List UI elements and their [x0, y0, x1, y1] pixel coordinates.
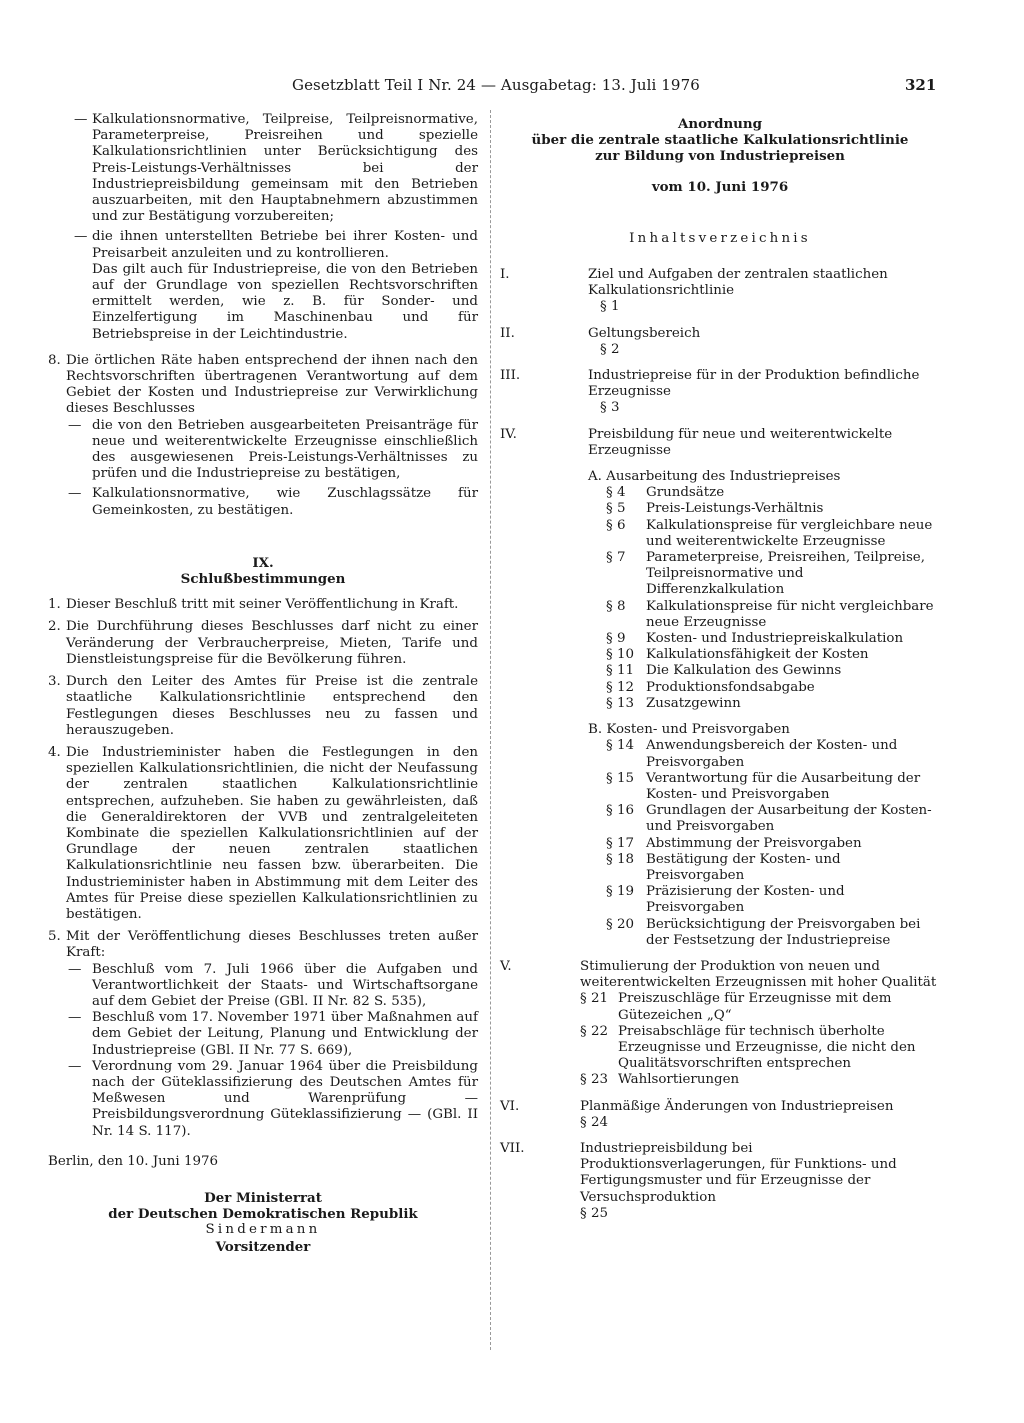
list-item-text: Beschluß vom 17. November 1971 über Maßnahmen auf dem Gebiet der Leitung, Planung und Entwicklung der Industriepreise (GBl. II Nr. 77 S. 669), — [92, 1010, 478, 1058]
para-title: Kalkulationsfähigkeit der Kosten — [646, 647, 869, 663]
item-number: 3. — [48, 674, 61, 690]
para-title: Kalkulationspreise für nicht vergleichbare neue Erzeugnisse — [646, 598, 934, 630]
item-text: Dieser Beschluß tritt mit seiner Veröffentlichung in Kraft. — [66, 597, 459, 613]
list-item-text: Verordnung vom 29. Januar 1964 über die Preisbildung nach der Güteklassifizierung des Deutschen Amtes für Meßwesen und Warenprüfung — Preisbildungsverordnung Güteklassifizierung — (GBl. II Nr. 14 S. 117). — [92, 1058, 478, 1139]
list-item-text: Kalkulationsnormative, wie Zuschlagssätze für Gemeinkosten, zu bestätigen. — [92, 486, 478, 518]
toc-chapter — [500, 368, 940, 417]
chapter-paragraph: § 24 — [580, 1114, 608, 1130]
right-column — [500, 116, 940, 1222]
para-number: § 11 — [606, 663, 634, 679]
page-header — [0, 76, 1024, 96]
signature-role: Vorsitzender — [215, 1238, 311, 1255]
toc-entry — [606, 771, 940, 803]
para-number: § 15 — [606, 770, 634, 786]
place-date: Berlin, den 10. Juni 1976 — [48, 1153, 219, 1169]
toc-entry — [606, 680, 940, 696]
item-text: Durch den Leiter des Amtes für Preise ist die zentrale staatliche Kalkulationsrichtlinie entsprechend den Festlegungen dieses Beschlusses neu zu fassen und herauszugeben. — [66, 674, 478, 738]
list-item — [48, 229, 478, 261]
numbered-item-8 — [48, 353, 478, 519]
para-number: § 21 — [580, 991, 608, 1007]
dash-marker: — — [68, 486, 82, 502]
item-text: Mit der Veröffentlichung dieses Beschlusses treten außer Kraft: — [66, 929, 478, 961]
toc-chapter-vi — [500, 1099, 940, 1131]
para-title: Produktionsfondsabgabe — [646, 679, 815, 695]
numbered-item-5 — [48, 929, 478, 1140]
item-number: 5. — [48, 929, 61, 945]
para-title: Die Kalkulation des Gewinns — [646, 663, 842, 679]
chapter-number: II. — [500, 325, 515, 341]
numbered-item — [48, 745, 478, 923]
item-text: Die Industrieminister haben die Festlegungen in den speziellen Kalkulationsrichtlinien, die nicht der Neufassung der zentralen staatlichen Kalkulationsrichtlinie entsprechen, aufzuheben. Sie haben zu gewährleisten, daß die Generaldirektoren der VVB und zentralgeleiteten Kombinate die speziellen Kalkulationsrichtlinien auf der Grundlage der neuen zentralen staatlichen Kalkulationsrichtlinie neu fassen bzw. überarbeiten. Die Industrieminister haben in Abstimmung mit dem Leiter des Amtes für Preise diese speziellen Kalkulationsrichtlinien zu bestätigen. — [66, 744, 478, 922]
list-item-text: die ihnen unterstellten Betriebe bei ihrer Kosten- und Preisarbeit anzuleiten und zu kontrollieren. — [92, 229, 478, 261]
paragraph: Das gilt auch für Industriepreise, die von den Betrieben auf der Grundlage von speziellen Rechtsvorschriften ermittelt werden, wie z. B. für Sonder- und Einzelfertigung im Maschinenbau und für Betriebspreise in der Leichtindustrie. — [92, 261, 478, 342]
para-title: Anwendungsbereich der Kosten- und Preisvorgaben — [646, 738, 898, 770]
toc-entry — [606, 696, 940, 712]
para-title: Abstimmung der Preisvorgaben — [646, 835, 862, 851]
chapter-number: I. — [500, 267, 510, 283]
para-title: Kosten- und Industriepreiskalkulation — [646, 631, 904, 647]
para-title: Preis-Leistungs-Verhältnis — [646, 501, 824, 517]
para-number: § 12 — [606, 679, 634, 695]
chapter-paragraph: § 1 — [600, 299, 620, 315]
chapter-title: Industriepreise für in der Produktion befindliche Erzeugnisse — [588, 368, 920, 400]
chapter-title: Industriepreisbildung bei Produktionsverlagerungen, für Funktions- und Fertigungsmuster und für Erzeugnisse der Versuchsproduktion — [580, 1140, 897, 1205]
toc-entry — [606, 631, 940, 647]
toc-entry — [606, 836, 940, 852]
dash-marker: — — [74, 229, 88, 245]
item-number: 4. — [48, 744, 61, 760]
numbered-item — [48, 674, 478, 739]
toc-chapter-v — [500, 959, 940, 1089]
para-number: § 16 — [606, 803, 634, 819]
para-number: § 4 — [606, 485, 626, 501]
toc-entry — [606, 852, 940, 884]
para-title: Verantwortung für die Ausarbeitung der Kosten- und Preisvorgaben — [646, 770, 921, 802]
chapter-paragraph: § 3 — [600, 400, 620, 416]
para-number: § 9 — [606, 631, 626, 647]
item-number: 2. — [48, 619, 61, 635]
section-title: Schlußbestimmungen — [180, 571, 346, 588]
toc-chapter-iv — [500, 427, 940, 949]
chapter-title: Preisbildung für neue und weiterentwickelte Erzeugnisse — [588, 426, 893, 458]
list-item — [48, 112, 478, 225]
item-text: Die Durchführung dieses Beschlusses darf nicht zu einer Veränderung der Verbraucherpreise, Mieten, Tarife und Dienstleistungspreise für die Bevölkerung führen. — [66, 619, 478, 667]
signature-block — [48, 1190, 478, 1255]
toc-entry — [580, 991, 940, 1023]
left-column — [48, 112, 478, 1255]
toc-chapter-vii — [500, 1141, 940, 1222]
dash-marker: — — [68, 1058, 82, 1074]
para-number: § 17 — [606, 835, 634, 851]
toc-entry — [606, 803, 940, 835]
chapter-title: Ziel und Aufgaben der zentralen staatlichen Kalkulationsrichtlinie — [588, 267, 888, 299]
list-item-text: Beschluß vom 7. Juli 1966 über die Aufgaben und Verantwortlichkeit der Staats- und Wirtschaftsorgane auf dem Gebiet der Preise (GBl. II Nr. 82 S. 535), — [92, 961, 478, 1009]
chapter-number: IV. — [500, 426, 517, 442]
dash-marker: — — [68, 961, 82, 977]
para-number: § 7 — [606, 550, 626, 566]
para-number: § 10 — [606, 647, 634, 663]
para-number: § 18 — [606, 851, 634, 867]
numbered-item — [48, 619, 478, 668]
para-title: Preisabschläge für technisch überholte Erzeugnisse und Erzeugnisse, die nicht den Qualitätsvorschriften entsprechen — [618, 1023, 916, 1072]
para-title: Parameterpreise, Preisreihen, Teilpreise, Teilpreisnormative und Differenzkalkulation — [646, 550, 925, 598]
para-number: § 13 — [606, 695, 634, 711]
para-number: § 6 — [606, 517, 626, 533]
ordinance-subtitle-2: zur Bildung von Industriepreisen — [595, 148, 845, 165]
toc-entry — [606, 599, 940, 631]
list-item — [66, 1010, 478, 1059]
item-number: 1. — [48, 597, 61, 613]
list-item — [66, 486, 478, 518]
para-number: § 23 — [580, 1072, 608, 1088]
list-item — [66, 1059, 478, 1140]
dash-marker: — — [74, 112, 88, 127]
item-number: 8. — [48, 352, 61, 368]
dash-marker: — — [68, 1010, 82, 1026]
toc-entry — [606, 663, 940, 679]
list-item-text: Kalkulationsnormative, Teilpreise, Teilpreisnormative, Parameterpreise, Preisreihen und spezielle Kalkulationsrichtlinien unter Berücksichtigung des Preis-Leistungs-Verhältnisses bei der Industriepreisbildung gemeinsam mit den Betrieben auszuarbeiten, mit den Hauptabnehmern abzustimmen und zur Bestätigung vorzubereiten; — [92, 112, 478, 225]
page-number: 321 — [905, 76, 937, 94]
ordinance-date: vom 10. Juni 1976 — [651, 178, 789, 195]
chapter-number: III. — [500, 368, 521, 384]
list-item-text: die von den Betrieben ausgearbeiteten Preisanträge für neue und weiterentwickelte Erzeugnisse einschließlich des ausgewiesenen Preis-Leistungs-Verhältnisses zu prüfen und die Industriepreise zu bestätigen, — [92, 417, 478, 482]
toc-heading: Inhaltsverzeichnis — [629, 230, 811, 246]
para-number: § 20 — [606, 916, 634, 932]
column-divider — [490, 110, 491, 1350]
ordinance-title: Anordnung — [677, 116, 763, 132]
toc-entry — [606, 550, 940, 599]
numbered-item — [48, 597, 478, 613]
list-item — [66, 962, 478, 1011]
chapter-number: VII. — [500, 1140, 525, 1156]
chapter-title: Stimulierung der Produktion von neuen und weiterentwickelten Erzeugnissen mit hoher Qualität — [580, 958, 937, 991]
para-number: § 14 — [606, 738, 634, 754]
toc-entry — [606, 485, 940, 501]
chapter-title: Geltungsbereich — [588, 325, 701, 341]
toc-entry — [606, 884, 940, 916]
para-number: § 22 — [580, 1023, 608, 1039]
toc-entry — [606, 917, 940, 949]
para-number: § 19 — [606, 884, 634, 900]
para-number: § 5 — [606, 501, 626, 517]
toc-subheading: B. Kosten- und Preisvorgaben — [588, 722, 790, 738]
para-title: Zusatzgewinn — [646, 695, 741, 711]
section-number: IX. — [252, 554, 274, 571]
signature-name: Sindermann — [205, 1222, 321, 1238]
dash-marker: — — [68, 417, 82, 433]
para-title: Berücksichtigung der Preisvorgaben bei der Festsetzung der Industriepreise — [646, 916, 921, 948]
para-title: Kalkulationspreise für vergleichbare neue und weiterentwickelte Erzeugnisse — [646, 517, 933, 549]
list-item — [66, 418, 478, 483]
para-title: Preiszuschläge für Erzeugnisse mit dem Gütezeichen „Q“ — [618, 991, 892, 1023]
para-title: Bestätigung der Kosten- und Preisvorgaben — [646, 851, 841, 883]
toc-entry — [580, 1072, 940, 1088]
toc-chapter — [500, 267, 940, 316]
para-title: Präzisierung der Kosten- und Preisvorgaben — [646, 884, 845, 916]
toc-entry — [580, 1024, 940, 1073]
toc-entry — [606, 518, 940, 550]
item-text: Die örtlichen Räte haben entsprechend der ihnen nach den Rechtsvorschriften übertragenen Verantwortung auf dem Gebiet der Kosten und Industriepreise zur Verwirklichung dieses Beschlusses — [66, 352, 478, 417]
toc-entry — [606, 501, 940, 517]
chapter-paragraph: § 25 — [580, 1205, 608, 1221]
signature-body-2: der Deutschen Demokratischen Republik — [108, 1206, 418, 1223]
para-number: § 8 — [606, 598, 626, 614]
chapter-number: V. — [500, 958, 512, 974]
toc-entry — [606, 738, 940, 770]
toc-subheading: A. Ausarbeitung des Industriepreises — [588, 469, 841, 485]
toc-entry — [606, 647, 940, 663]
chapter-paragraph: § 2 — [600, 341, 620, 357]
toc-chapter — [500, 326, 940, 358]
chapter-title: Planmäßige Änderungen von Industriepreisen — [580, 1098, 894, 1114]
header-title: Gesetzblatt Teil I Nr. 24 — Ausgabetag: 13. Juli 1976 — [292, 76, 700, 94]
para-title: Grundlagen der Ausarbeitung der Kosten- und Preisvorgaben — [646, 803, 932, 835]
para-title: Grundsätze — [646, 485, 725, 501]
signature-body: Der Ministerrat — [204, 1189, 322, 1206]
chapter-number: VI. — [500, 1098, 520, 1114]
ordinance-subtitle: über die zentrale staatliche Kalkulationsrichtlinie — [531, 132, 909, 149]
para-title: Wahlsortierungen — [618, 1072, 740, 1088]
